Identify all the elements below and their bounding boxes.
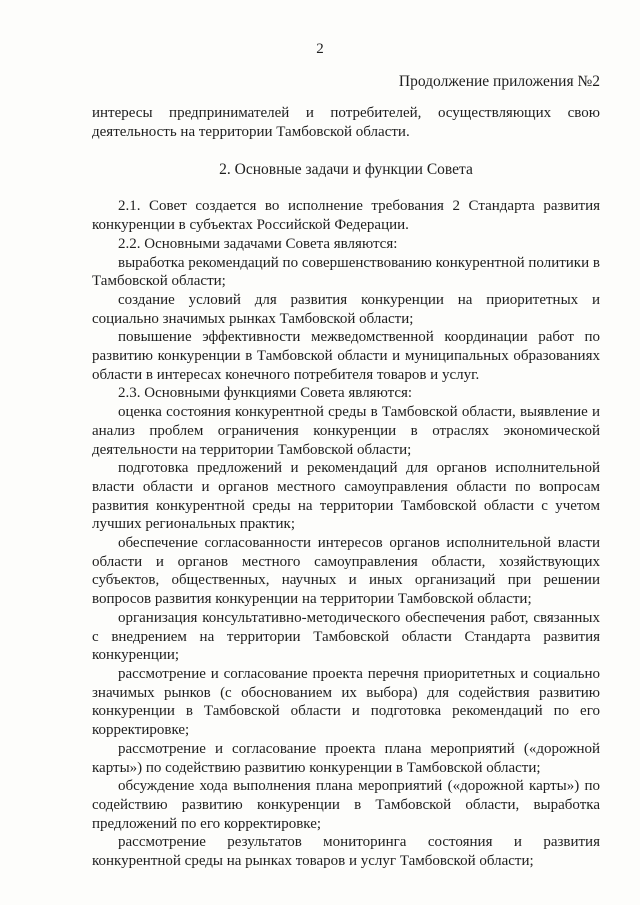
function-item: оценка состояния конкурентной среды в Тамбовской области, выявление и анализ проблем ограничения конкуренции в отраслях экономической деятельности на территории Тамбовской области; [92,404,600,458]
function-item: рассмотрение результатов мониторинга состояния и развития конкурентной среды на рынках товаров и услуг Тамбовской области; [92,834,600,870]
page-number: 2 [316,41,324,57]
function-item: обеспечение согласованности интересов органов исполнительной власти области и органов местного самоуправления области, хозяйствующих субъектов, общественных, научных и иных организаций при решении вопросов развития конкуренции на территории Тамбовской области; [92,535,600,608]
clause-2-3: 2.3. Основными функциями Совета являются: [118,385,413,402]
task-item: выработка рекомендаций по совершенствованию конкурентной политики в Тамбовской области; [92,254,600,290]
task-item: повышение эффективности межведомственной координации работ по развитию конкуренции в Тамбовской области и муниципальных образованиях области в интересах конечного потребителя товаров и услуг. [92,329,600,383]
clause-2-2: 2.2. Основными задачами Совета являются: [118,235,398,252]
function-item: рассмотрение и согласование проекта плана мероприятий («дорожной карты») по содействию развитию конкуренции в Тамбовской области; [92,740,600,776]
function-item: обсуждение хода выполнения плана мероприятий («дорожной карты») по содействию развитию конкуренции в Тамбовской области, выработка предложений по его корректировке; [92,778,600,832]
function-item: рассмотрение и согласование проекта перечня приоритетных и социально значимых рынков (с обоснованием их выбора) для содействия развитию конкуренции в Тамбовской области и подготовка рекомендаций по его корректировке; [92,665,600,739]
section-title: 2. Основные задачи и функции Совета [219,161,473,179]
lead-paragraph: интересы предпринимателей и потребителей, осуществляющих свою деятельность на территории Тамбовской области. [92,105,600,140]
document-body [92,104,600,871]
clause-2-1: 2.1. Совет создается во исполнение требования 2 Стандарта развития конкуренции в субъектах Российской Федерации. [92,198,600,234]
appendix-continuation-label: Продолжение приложения №2 [398,73,600,90]
function-item: подготовка предложений и рекомендаций для органов исполнительной власти области и органов местного самоуправления области по вопросам развития конкурентной среды на территории Тамбовской области с учетом лучших региональных практик; [92,460,600,533]
task-item: создание условий для развития конкуренции на приоритетных и социально значимых рынках Тамбовской области; [92,291,600,327]
function-item: организация консультативно-методического обеспечения работ, связанных с внедрением на территории Тамбовской области Стандарта развития конкуренции; [92,609,600,664]
